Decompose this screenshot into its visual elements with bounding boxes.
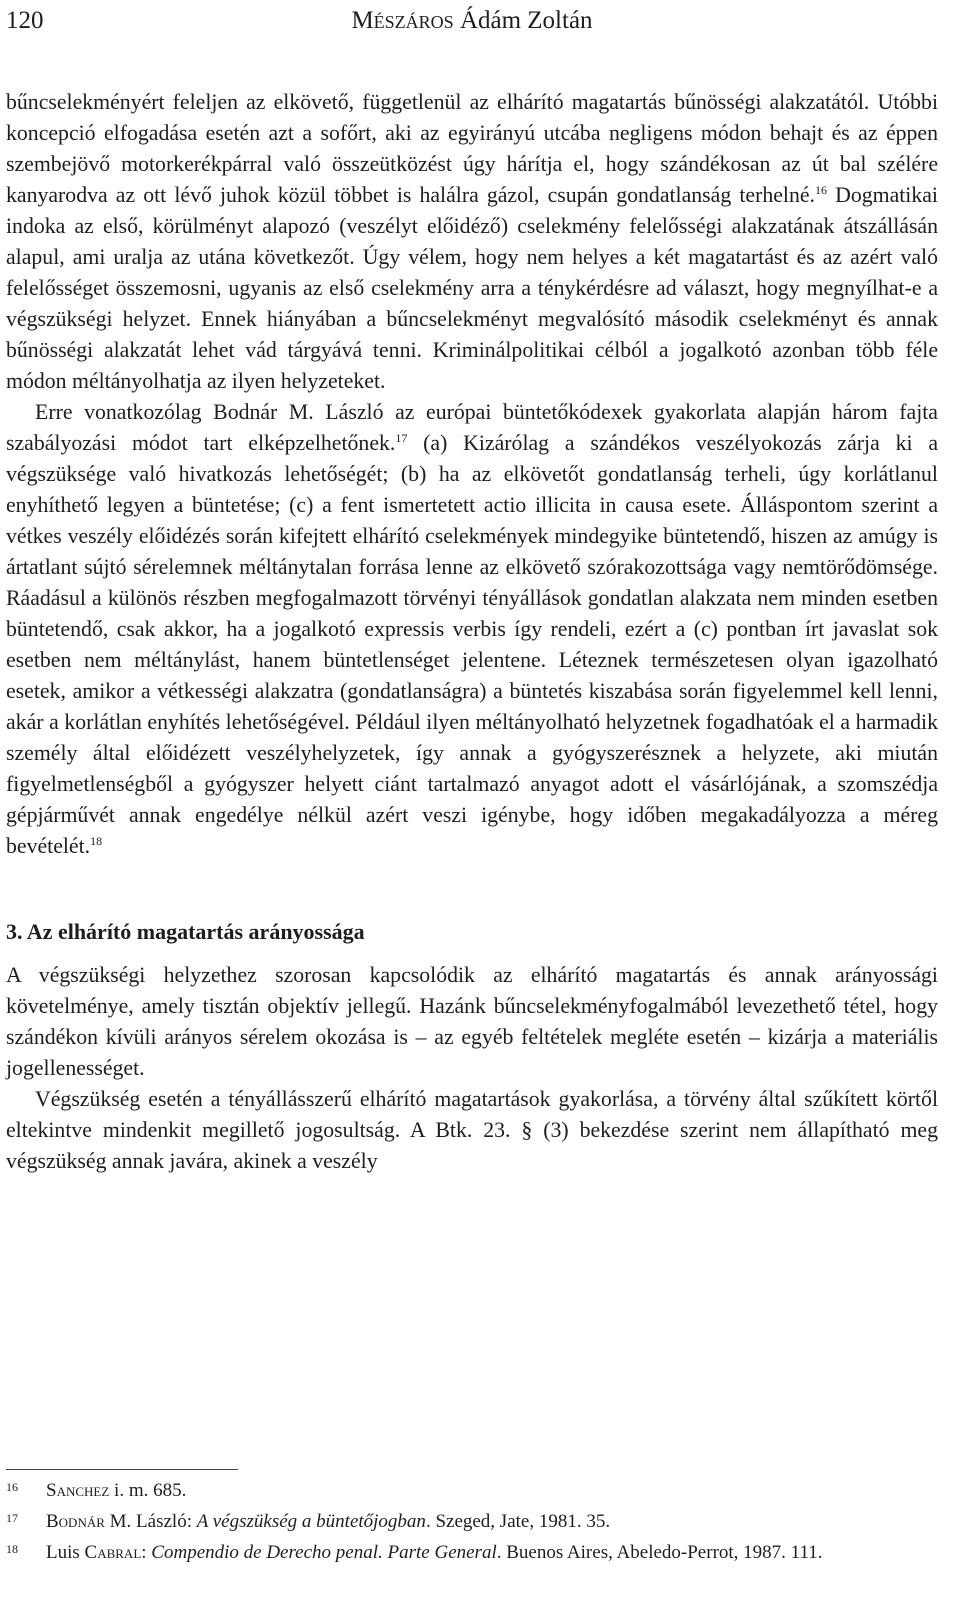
- footnote-citation: i. m. 685.: [109, 1480, 187, 1501]
- footnote-ref-18[interactable]: 18: [90, 833, 103, 848]
- running-title: [6, 6, 938, 36]
- footnote-divider: [6, 1469, 238, 1470]
- footnote-author-given: Luis: [46, 1542, 85, 1563]
- footnote-author-given: M. László:: [104, 1511, 197, 1532]
- footnote-number: 17: [6, 1511, 18, 1525]
- author-given-name: Ádám Zoltán: [459, 7, 593, 34]
- footnote-16: [6, 1475, 946, 1506]
- paragraph-4: Végszükség esetén a tényállásszerű elhárító magatartások gyakorlása, a törvény által szűkített körtől eltekintve mindenkit megillető jogosultság. A Btk. 23. § (3) bekezdése szerint nem állapítható meg végszükség annak javára, akinek a veszély: [6, 1086, 938, 1173]
- author-surname: Mészáros: [351, 7, 454, 34]
- footnote-citation: . Buenos Aires, Abeledo-Perrot, 1987. 111.: [496, 1542, 823, 1563]
- footnote-title: A végszükség a büntetőjogban: [196, 1511, 426, 1532]
- paragraph-1-text-a: bűncselekményért feleljen az elkövető, függetlenül az elhárító magatartás bűnösségi alakzatától. Utóbbi koncepció elfogadása esetén azt a sofőrt, aki az egyirányú utcába negligens módon behajt és az éppen szembejövő motorkerékpárral való összeütközést úgy hárítja el, hogy szándékosan az út bal szélére kanyarodva az ott lévő juhok közül többet is halálra gázol, csupán gondatlanság terhelné.: [6, 90, 938, 207]
- paragraph-2-text-b: (a) Kizárólag a szándékos veszélyokozás zárja ki a végszüksége való hivatkozás lehetőségét; (b) ha az elkövetőt gondatlanság terheli, úgy korlátlanul enyhíthető legyen a büntetése; (c) a fent ismertetett actio illicita in causa esete. Álláspontom szerint a vétkes veszély előidézés során kifejtett elhárító cselekmények mindegyike büntetendő, hiszen az amúgy is ártatlant sújtó sérelemnek méltánytalan forrása lenne az elkövető szórakozottsága vagy nemtörődömsége. Ráadásul a különös részben megfogalmazott törvényi tényállások gondatlan alakzata nem minden esetben büntetendő, csak akkor, ha a jogalkotó expressis verbis így rendeli, ezért a (c) pontban írt javaslat sok esetben nem méltánylást, hanem büntetlenséget jelentene. Léteznek természetesen olyan igazolható esetek, amikor a vétkességi alakzatra (gondatlanságra) a büntetés kiszabása során figyelemmel kell lenni, akár a korlátlan enyhítés lehetőségével. Például ilyen méltányolható helyzetnek fogadhatóak el a harmadik személy által előidézett veszélyhelyzetek, így annak a gyógyszerésznek a helyzete, aki miután figyelmetlenségből a gyógyszer helyett ciánt tartalmazó anyagot adott el vásárlójának, a szomszédja gépjárművét annak engedélye nélkül azért veszi igénybe, hogy időben megakadályozza a méreg bevételét.: [6, 430, 938, 858]
- paragraph-1: [6, 87, 938, 397]
- footnote-author: Sanchez: [46, 1480, 110, 1501]
- footnote-author: Cabral: [84, 1542, 142, 1563]
- paragraph-3: A végszükségi helyzethez szorosan kapcsolódik az elhárító magatartás és annak arányossági követelménye, amely tisztán objektív jellegű. Hazánk bűncselekményfogalmából levezethető tétel, hogy szándékon kívüli arányos sérelem okozása is – az egyéb feltételek megléte esetén – kizárja a materiális jogellenességet.: [6, 962, 938, 1080]
- footnote-author: Bodnár: [46, 1511, 105, 1532]
- section-heading: 3. Az elhárító magatartás arányossága: [6, 918, 365, 944]
- footnote-ref-16[interactable]: 16: [814, 182, 827, 197]
- paragraph-2-text-a: Erre vonatkozólag Bodnár M. László az európai büntetőkódexek gyakorlata alapján három fajta szabályozási módot tart elképzelhetőnek.: [6, 399, 938, 455]
- footnotes: [6, 1475, 946, 1568]
- paragraph-1-text-b: Dogmatikai indoka az első, körülményt alapozó (veszélyt előidéző) cselekmény felelősségi alakzatának átszállásán alapul, ami uralja az utána következőt. Úgy vélem, hogy nem helyes a két magatartást és az azért való felelősséget összemosni, ugyanis az első cselekmény arra a ténykérdésre ad választ, hogy megnyílhat-e a végszükségi helyzet. Ennek hiányában a bűncselekményt megvalósító második cselekményt és annak bűnösségi alakzatát lehet vád tárgyává tenni. Kriminálpolitikai célból a jogalkotó azonban több féle módon méltányolhatja az ilyen helyzeteket.: [6, 182, 938, 393]
- footnote-title: Compendio de Derecho penal. Parte General: [151, 1542, 497, 1563]
- footnote-number: 16: [6, 1480, 18, 1494]
- page-number: 120: [6, 7, 44, 34]
- paragraph-2: [6, 397, 938, 862]
- footnote-citation: . Szeged, Jate, 1981. 35.: [425, 1511, 611, 1532]
- footnote-ref-17[interactable]: 17: [395, 430, 408, 445]
- running-header: [6, 6, 938, 36]
- footnote-18: [6, 1537, 946, 1568]
- main-text: [6, 87, 938, 1177]
- footnote-separator: :: [141, 1542, 152, 1563]
- footnote-17: [6, 1506, 946, 1537]
- footnote-number: 18: [6, 1542, 18, 1556]
